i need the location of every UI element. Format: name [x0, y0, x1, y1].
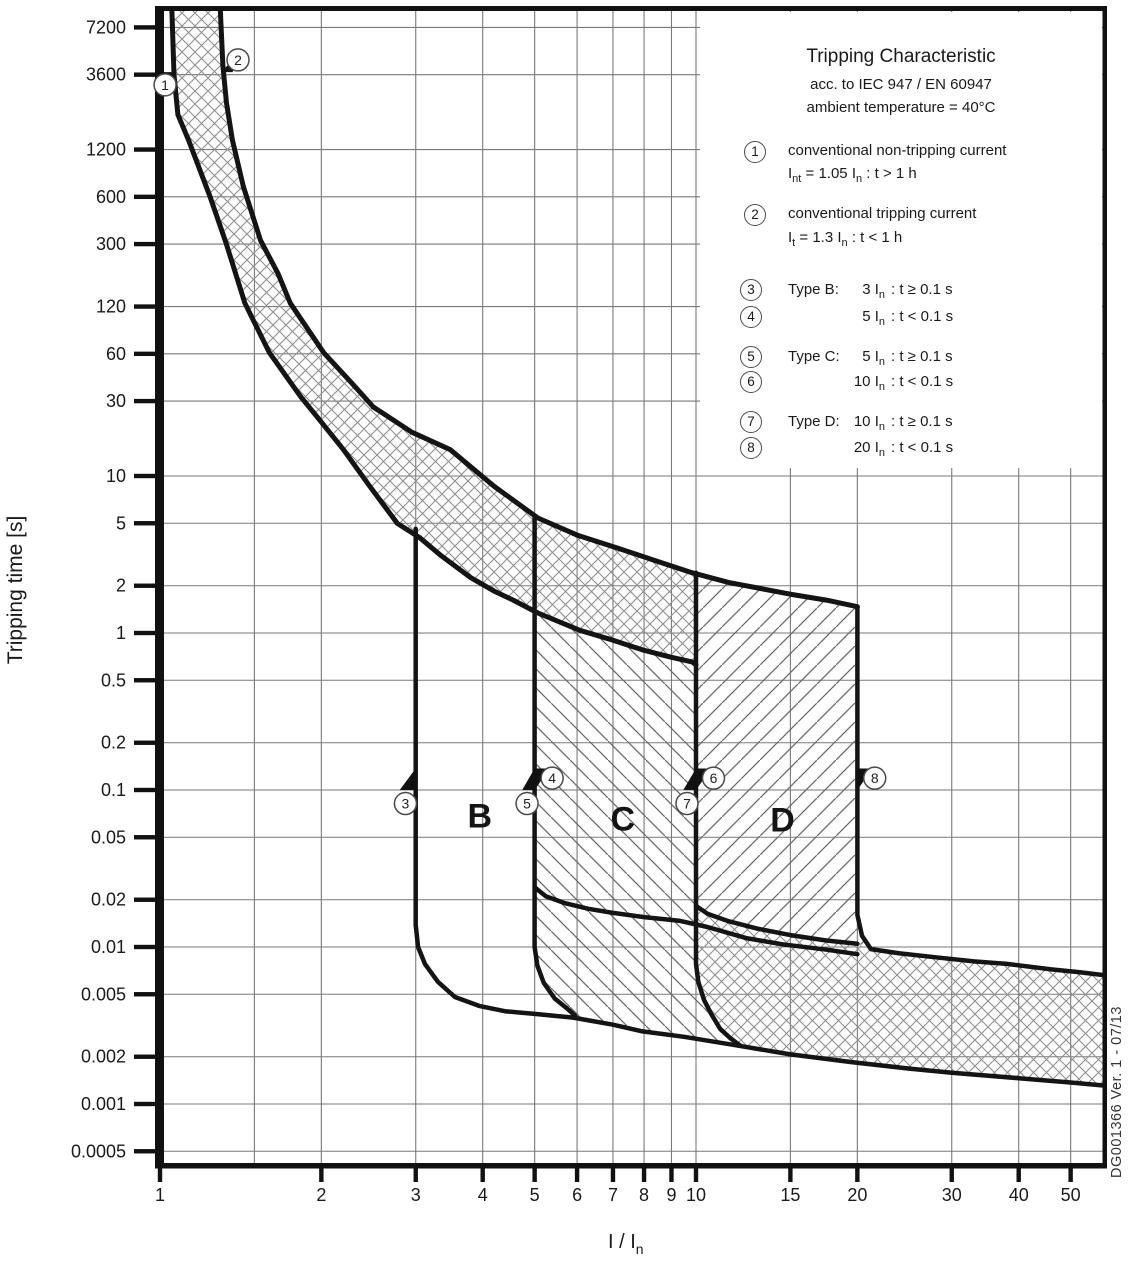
y-tick [134, 584, 160, 588]
document-number: DG001366 Ver. 1 - 07/13 [1109, 1006, 1125, 1178]
y-tick-label: 600 [95, 186, 126, 207]
legend-item-2-circle: 2 [744, 204, 766, 226]
frame-top [155, 6, 1107, 11]
x-tick-label: 10 [685, 1185, 707, 1205]
x-tick-label: 20 [847, 1185, 868, 1205]
y-tick [134, 25, 160, 29]
legend-item-3-circle: 3 [740, 279, 762, 301]
x-tick [669, 1168, 673, 1182]
legend-note-2-text: conventional tripping current [788, 205, 977, 222]
x-tick [319, 1168, 323, 1182]
y-tick-label: 7200 [85, 17, 126, 38]
x-tick [575, 1168, 579, 1182]
x-tick [642, 1168, 646, 1182]
x-tick [788, 1168, 792, 1182]
legend-note-2-formula: $I_t = 1.3$ $I_n$ : t < 1 h [788, 229, 903, 249]
y-tick-label: 1 [115, 623, 126, 643]
legend-item-5-circle: 5 [740, 346, 762, 368]
x-tick-label: 30 [941, 1185, 962, 1205]
x-tick [481, 1168, 485, 1182]
y-tick [134, 631, 160, 635]
y-tick [134, 72, 160, 76]
y-tick-label: 300 [95, 234, 126, 255]
x-tick [950, 1168, 954, 1182]
x-tick-label: 40 [1008, 1185, 1029, 1205]
y-tick-label: 0.01 [90, 937, 126, 957]
legend-row-7-multiple: 10 $I_n$ [853, 413, 885, 433]
y-tick [134, 1102, 160, 1106]
legend-title: Tripping Characteristic [806, 46, 996, 67]
y-tick [134, 1149, 160, 1153]
legend-row-4-multiple: 5 $I_n$ [862, 308, 885, 328]
y-axis-title: Tripping time [s] [4, 515, 27, 665]
legend-row-5-condition: : t ≥ 0.1 s [891, 348, 953, 365]
y-tick [134, 898, 160, 902]
legend-row-7-type: Type D: [788, 413, 840, 430]
y-tick [134, 788, 160, 792]
y-tick-label: 3600 [85, 64, 126, 85]
y-tick [134, 474, 160, 478]
x-tick [414, 1168, 418, 1182]
y-tick-label: 0.02 [90, 889, 126, 910]
marker-6-number: 6 [709, 770, 718, 787]
zone-label-B: B [467, 797, 493, 836]
y-tick [134, 945, 160, 949]
legend-subtitle-temperature: ambient temperature = 40°C [806, 99, 996, 116]
legend-row-8-multiple: 20 $I_n$ [853, 439, 885, 459]
legend-row-4-condition: : t < 0.1 s [891, 308, 954, 325]
y-tick [134, 242, 160, 246]
marker-4-number: 4 [548, 770, 557, 787]
legend-row-5-type: Type C: [788, 348, 840, 365]
x-tick-label: 2 [316, 1185, 327, 1205]
legend-row-8-condition: : t < 0.1 s [891, 439, 954, 456]
subscript: t [792, 237, 796, 249]
y-tick-label: 120 [95, 296, 126, 317]
x-tick [855, 1168, 859, 1182]
subscript: n [841, 237, 848, 249]
y-tick-label: 0.2 [100, 732, 126, 753]
y-tick [134, 521, 160, 525]
legend-item-8-circle: 8 [740, 437, 762, 459]
y-tick-label: 0.002 [80, 1046, 126, 1067]
x-tick [1017, 1168, 1021, 1182]
y-tick [134, 835, 160, 839]
subscript: n [878, 421, 885, 433]
x-tick-label: 6 [572, 1185, 583, 1205]
subscript: n [878, 447, 885, 459]
y-tick-label: 30 [105, 391, 126, 412]
y-tick [134, 352, 160, 356]
x-tick-label: 8 [639, 1185, 650, 1205]
y-tick-label: 1200 [85, 139, 126, 160]
legend-row-6-multiple: 10 $I_n$ [853, 373, 885, 393]
y-tick [134, 304, 160, 308]
legend-row-3-type: Type B: [788, 281, 839, 298]
x-tick-label: 4 [477, 1185, 488, 1205]
y-tick-label: 5 [115, 513, 126, 534]
legend-row-5-multiple: 5 $I_n$ [862, 348, 885, 368]
legend-item-1-circle: 1 [744, 141, 766, 163]
legend-item-4-circle: 4 [740, 306, 762, 328]
y-tick-label: 0.05 [90, 827, 126, 848]
x-tick-label: 50 [1060, 1185, 1081, 1205]
legend-row-3-multiple: 3 $I_n$ [862, 281, 885, 301]
y-tick-label: 0.001 [80, 1094, 126, 1114]
x-tick-label: 7 [607, 1185, 618, 1205]
x-tick [611, 1168, 615, 1182]
legend-row-6-condition: : t < 0.1 s [891, 373, 954, 390]
y-tick-label: 0.0005 [70, 1141, 126, 1162]
y-tick [134, 678, 160, 682]
y-tick-label: 0.5 [100, 670, 126, 691]
x-tick [694, 1168, 698, 1182]
zone-label-C: C [610, 800, 636, 839]
legend-subtitle-standard: acc. to IEC 947 / EN 60947 [810, 76, 992, 93]
marker-3-number: 3 [401, 795, 410, 812]
y-tick [134, 741, 160, 745]
y-tick-label: 0.1 [100, 780, 126, 800]
x-tick [158, 1168, 162, 1182]
frame-right [1103, 6, 1108, 1168]
y-tick [134, 195, 160, 199]
x-tick-label: 3 [410, 1185, 421, 1205]
x-tick-label: 15 [780, 1185, 801, 1205]
x-tick-label: 9 [666, 1185, 677, 1205]
x-axis-title: I / $I_n$ [608, 1231, 644, 1257]
marker-8-number: 8 [870, 770, 879, 787]
zone-zone-d [696, 573, 869, 947]
legend-note-1-formula: $I_{nt} = 1.05$ $I_n$ : t > 1 h [788, 165, 917, 185]
y-tick-label: 10 [105, 466, 126, 486]
legend-box [700, 12, 1102, 468]
x-tick [532, 1168, 536, 1182]
marker-5-number: 5 [523, 795, 531, 812]
y-tick-label: 0.005 [80, 984, 126, 1005]
marker-1-number: 1 [161, 76, 169, 93]
legend-row-3-condition: : t ≥ 0.1 s [891, 281, 953, 298]
marker-2-number: 2 [234, 51, 242, 68]
x-tick-label: 1 [154, 1185, 166, 1205]
x-tick [1068, 1168, 1072, 1182]
x-tick-label: 5 [529, 1185, 540, 1205]
subscript: n [855, 173, 863, 185]
y-tick [134, 399, 160, 403]
marker-7-number: 7 [683, 795, 691, 812]
subscript: nt [792, 173, 802, 185]
subscript: n [878, 316, 885, 328]
axis-x [155, 1163, 1107, 1169]
legend-item-7-circle: 7 [740, 411, 762, 433]
zone-label-D: D [770, 801, 795, 840]
y-tick-label: 60 [105, 343, 126, 364]
y-tick [134, 992, 160, 996]
legend-row-7-condition: : t ≥ 0.1 s [891, 413, 953, 430]
subscript: n [878, 381, 885, 393]
subscript: n [878, 289, 885, 301]
y-tick-label: 2 [115, 575, 126, 596]
y-tick [134, 1055, 160, 1059]
legend-note-1-text: conventional non-tripping current [788, 142, 1007, 159]
subscript: n [878, 356, 885, 368]
y-tick [134, 147, 160, 151]
legend-item-6-circle: 6 [740, 371, 762, 393]
